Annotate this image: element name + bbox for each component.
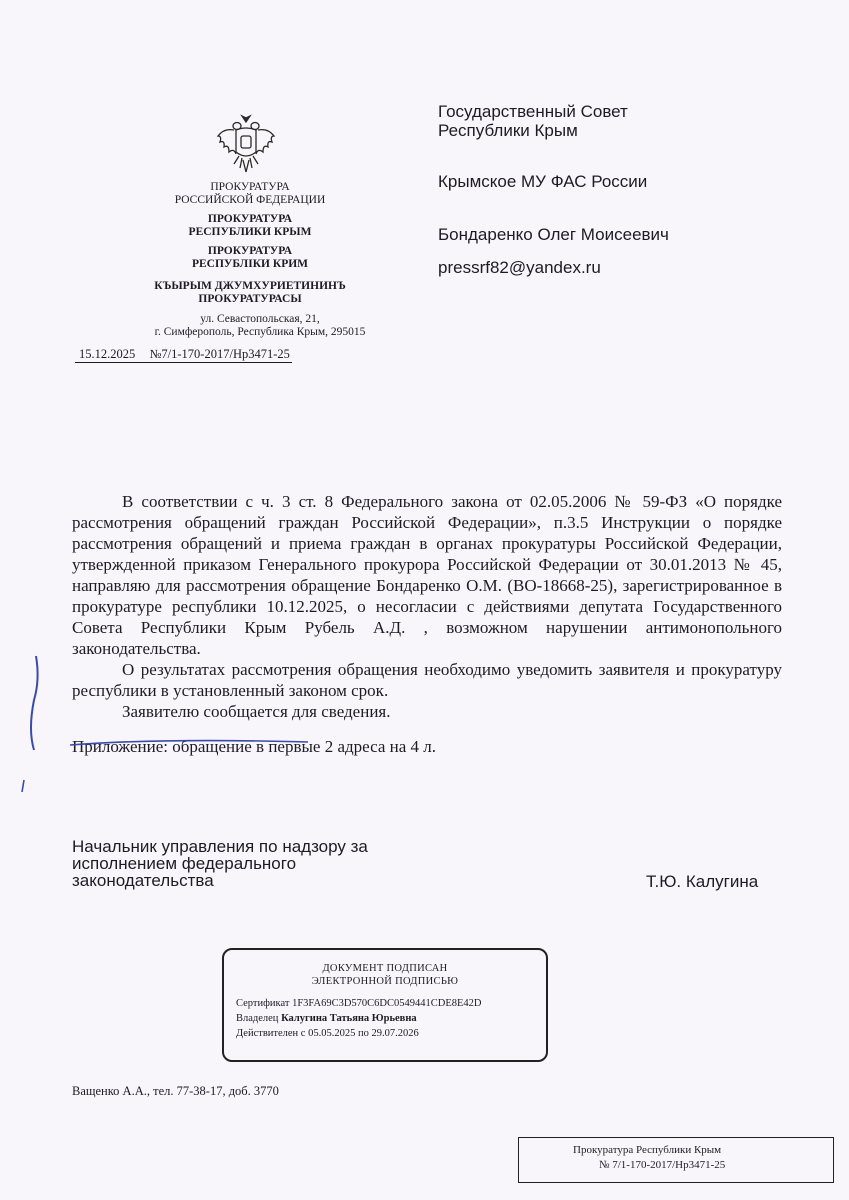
attachment-line: Приложение: обращение в первые 2 адреса на 4 л. (72, 737, 437, 756)
org-russia (100, 181, 400, 207)
org-line: ПРОКУРАТУРА (207, 245, 293, 257)
body-paragraph: О результатах рассмотрения обращения необходимо уведомить заявителя и прокуратуру республики в установленный законом срок. (72, 660, 782, 700)
recipient-line: Государственный Совет (438, 102, 628, 121)
esignature-title (224, 962, 546, 988)
owner-value: Калугина Татьяна Юрьевна (281, 1013, 417, 1024)
org-address (110, 313, 410, 339)
esignature-title-line: ЭЛЕКТРОННОЙ ПОДПИСЬЮ (311, 976, 459, 987)
registration-line (75, 347, 292, 363)
esignature-box (222, 948, 548, 1062)
recipient-person: Бондаренко Олег Моисеевич (438, 225, 669, 244)
org-crimea-ua (100, 245, 400, 271)
pen-mark (22, 780, 24, 792)
address-line: ул. Севастопольская, 21, (200, 313, 320, 325)
org-line: ПРОКУРАТУРА (207, 213, 293, 225)
signer-title-line: исполнением федерального (72, 854, 297, 873)
pen-mark (31, 656, 38, 750)
signer-title (72, 838, 368, 889)
esignature-validity: Действителен с 05.05.2025 по 29.07.2026 (236, 1028, 419, 1039)
cert-value: 1F3FA69C3D570C6DC0549441CDE8E42D (292, 998, 482, 1009)
stamp-line: Прокуратура Республики Крым (573, 1144, 722, 1156)
signer-name: Т.Ю. Калугина (646, 872, 759, 891)
recipient-fas: Крымское МУ ФАС России (438, 172, 648, 191)
org-line: РОССИЙСКОЙ ФЕДЕРАЦИИ (174, 194, 326, 206)
recipient-email: pressrf82@yandex.ru (438, 258, 601, 277)
body-paragraph: В соответствии с ч. 3 ст. 8 Федерального закона от 02.05.2006 № 59-ФЗ «О порядке рассмотрения обращений граждан Российской Федерации», п.3.5 Инструкции о порядке рассмотрения обращений и приема граждан в органах прокуратуры Российской Федерации, утвержденной приказом Генерального прокурора Российской Федерации от 30.01.2013 № 45, направляю для рассмотрения обращение Бондаренко О.М. (ВО-18668-25), зарегистрированное в прокуратуре республики 10.12.2025, о несогласии с действиями депутата Государственного Совета Республики Крым Рубель А.Д. , возможном нарушении антимонопольного законодательства. (72, 492, 782, 658)
pen-underline (70, 741, 308, 745)
esignature-title-line: ДОКУМЕНТ ПОДПИСАН (322, 963, 448, 974)
org-line: ПРОКУРАТУРАСЫ (198, 293, 302, 305)
reg-number: №7/1-170-2017/Нр3471-25 (149, 347, 290, 361)
cert-label: Сертификат (236, 998, 290, 1009)
reg-date: 15.12.2025 (79, 347, 136, 361)
org-crimea-crh (100, 280, 400, 306)
org-line: РЕСПУБЛИКИ КРЫМ (188, 226, 312, 238)
owner-label: Владелец (236, 1013, 279, 1024)
pen-marks (20, 650, 340, 800)
signer-title-line: законодательства (72, 871, 214, 890)
esignature-cert (236, 996, 546, 1011)
executor-line: Ващенко А.А., тел. 77-38-17, доб. 3770 (72, 1084, 279, 1098)
registration-stamp (518, 1137, 834, 1183)
stamp-line: № 7/1-170-2017/Нр3471-25 (599, 1159, 726, 1171)
address-line: г. Симферополь, Республика Крым, 295015 (154, 326, 366, 338)
body-paragraph: Заявителю сообщается для сведения. (122, 702, 391, 721)
coat-of-arms-icon (212, 112, 280, 180)
org-line: РЕСПУБЛІКИ КРИМ (191, 258, 309, 270)
org-line: КЪЫРЫМ ДЖУМХУРИЕТИНИНЪ (154, 280, 346, 292)
recipient-state-council (438, 102, 628, 140)
signer-title-line: Начальник управления по надзору за (72, 837, 368, 856)
recipient-line: Республики Крым (438, 121, 578, 140)
org-crimea-ru (100, 213, 400, 239)
org-line: ПРОКУРАТУРА (210, 181, 290, 193)
esignature-owner (236, 1011, 546, 1026)
